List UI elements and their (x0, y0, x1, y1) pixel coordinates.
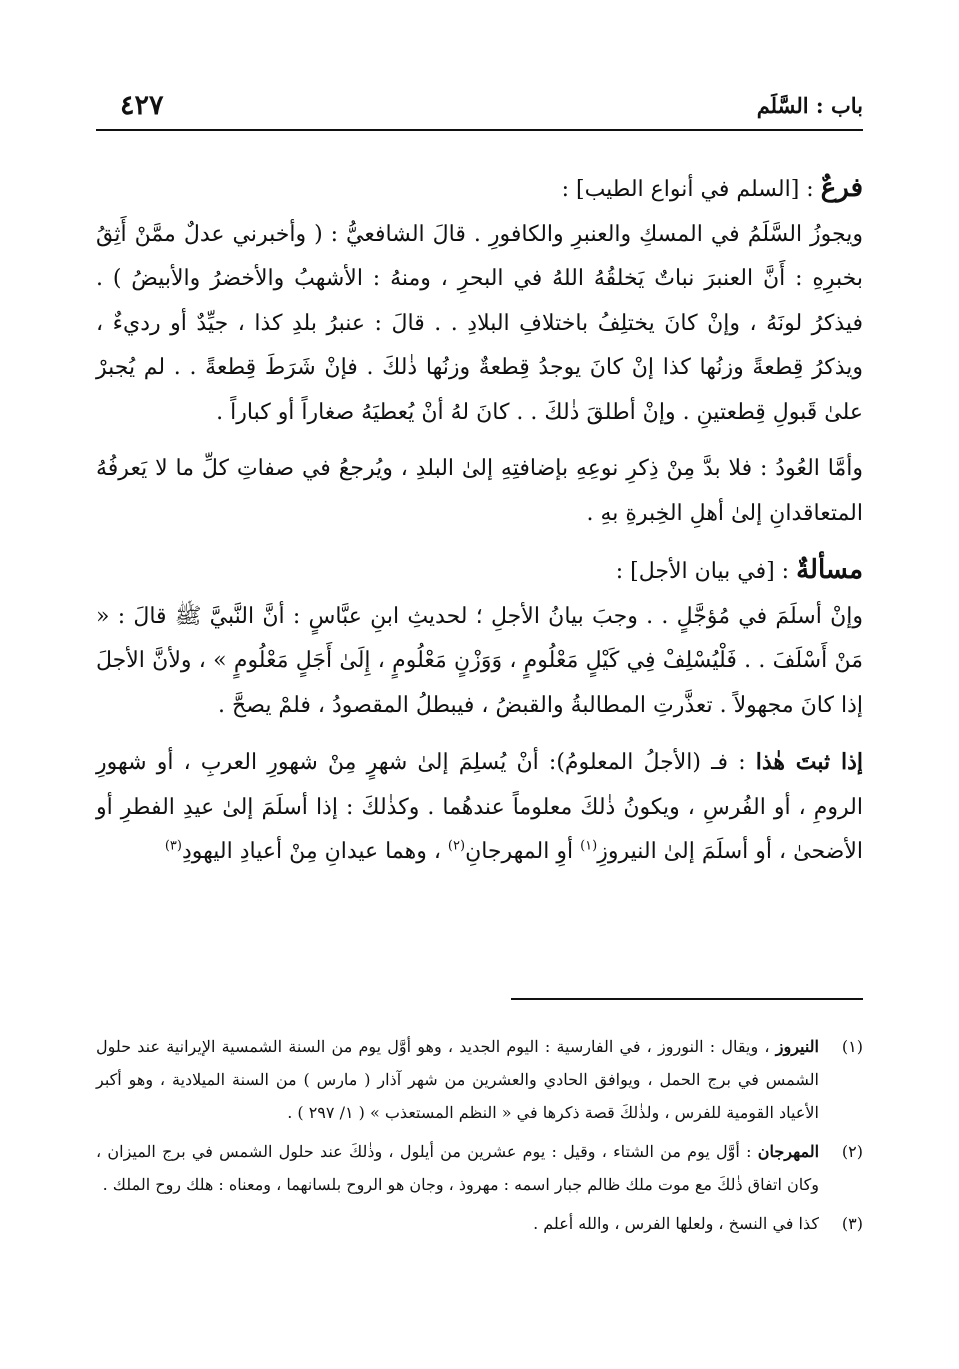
running-header-chapter: باب : السَّلَم (756, 93, 863, 118)
paragraph-lead: إذا ثبتَ هٰذا (755, 749, 863, 775)
paragraph-text-1: : فـ (الأجلُ المعلومُ): أنْ يُسلِمَ إلىٰ شهرٍ مِنْ شهورِ العربِ ، أو شهورِ الرومِ ، أو الفُرسِ ، ويكونُ ذٰلكَ معلوماً عندهُما . وكذٰلكَ : إذا أسلَمَ إلىٰ عيدِ الفطرِ أو الأضحىٰ ، أو أسلَمَ إلىٰ النيروزِ (96, 750, 863, 864)
section-title-2: : [في بيان الأجل] : (615, 559, 797, 584)
footnote-ref-1[interactable]: (١) (580, 838, 598, 854)
main-text (96, 166, 863, 875)
footnote-body: : أوَّل يوم من الشتاء ، وقيل : يوم عشرين من أيلول ، وذٰلكَ عند حلول الشمس في برج الميزان ، وكان اتفاق ذٰلكَ مع موت ملك ظالم جبار اسمه : مهروذ ، وجان هو الروح بلسانهما ، ومعناه : هلك روح الملك . (96, 1142, 819, 1194)
paragraph-oud: وأمَّا العُودُ : فلا بدَّ مِنْ ذِكرِ نوعِهِ بإضافتِهِ إلىٰ البلدِ ، ويُرجعُ في صفاتِ كلِّ ما لا يَعرفُهُ المتعاقدانِ إلىٰ أهلِ الخِبرةِ بهِ . (96, 456, 863, 526)
footnote-2 (96, 1135, 863, 1201)
footnote-text (96, 1135, 819, 1201)
footnote-3 (96, 1207, 863, 1240)
footnote-text (96, 1030, 819, 1129)
section-heading-1 (96, 166, 863, 213)
footnote-text (96, 1207, 819, 1240)
footnote-term: المهرجان (757, 1142, 820, 1161)
footnote-number: (٢) (841, 1142, 863, 1161)
footnotes (96, 1030, 863, 1246)
page-number: ٤٢٧ (120, 90, 164, 121)
header-divider (96, 129, 863, 131)
footnote-term: النيروز (775, 1037, 819, 1056)
paragraph-text-3: ، وهما عيدانِ مِنْ أعيادِ اليهودِ (181, 839, 448, 864)
footnote-number: (٣) (841, 1214, 863, 1233)
section-title-1: : [السلم في أنواع الطيب] : (561, 177, 821, 202)
footnote-body: كذا في النسخ ، ولعلها الفرس ، والله أعلم . (533, 1214, 819, 1233)
section-label-1: فرعٌ (820, 173, 863, 203)
footnote-ref-2[interactable]: (٢) (447, 838, 466, 854)
footnote-ref-3[interactable]: (٣) (164, 838, 182, 854)
section-label-2: مسألةٌ (796, 555, 863, 585)
spacer (96, 435, 863, 447)
section-heading-2 (96, 548, 863, 595)
spacer (96, 536, 863, 548)
paragraph-term-definition: وإنْ أسلَمَ في مُؤجَّلٍ . . وجبَ بيانُ الأجلِ ؛ لحديثِ ابنِ عبَّاسٍ : أنَّ النَّبيَّ ﷺ قالَ : « مَنْ أَسْلَفَ . . فَلْيُسْلِفْ فِي كَيْلٍ مَعْلُومٍ ، وَوَزْنٍ مَعْلُومٍ ، إِلَىٰ أَجَلٍ مَعْلُومٍ » ، ولأنَّ الأجلَ إذا كانَ مجهولاً . تعذَّرتِ المطالبةُ والقبضُ ، فيبطلُ المقصودُ ، فلمْ يصحَّ . (96, 603, 863, 718)
footnote-number: (١) (841, 1037, 863, 1056)
paragraph-known-term (96, 740, 863, 875)
paragraph-text-2: أوِ المهرجانِ (465, 839, 581, 864)
paragraph-musk-amber: ويجوزُ السَّلَمُ في المسكِ والعنبرِ والكافورِ . قالَ الشافعيُّ : ( وأخبرني عدلٌ ممَّنْ أَثِقُ بخبرِهِ : أَنَّ العنبرَ نباتٌ يَخلقُهُ اللهُ في البحرِ ، ومنهُ : الأشهبُ والأخضرُ والأبيضُ ) . فيذكرُ لونَهُ ، وإنْ كانَ يختلِفُ باختلافِ البلادِ . . قالَ : عنبرُ بلدِ كذا ، جيِّدٌ أو رديءٌ ، ويذكرُ قِطعةً وزنُها كذا إنْ كانَ يوجدُ قِطعةٌ وزنُها ذٰلكَ . فإنْ شَرَطَ قِطعةً . . لم يُجبرْ علىٰ قَبولِ قِطعتينِ . وإنْ أطلقَ ذٰلكَ . . كانَ لهُ أنْ يُعطيَهُ صغاراً أو كباراً . (96, 221, 863, 425)
spacer (96, 728, 863, 740)
footnote-body: ، ويقال : النوروز ، في الفارسية : اليوم الجديد ، وهو أوَّل يوم من السنة الشمسية الإيرانية عند حلول الشمس في برج الحمل ، ويوافق الحادي والعشرين من شهر آذار ( مارس ) من السنة الميلادية ، وهو أكبر الأعياد القومية للفرس ، ولذٰلكَ قصة ذكرها في « النظم المستعذب » ( ١/ ٢٩٧ ) . (96, 1037, 819, 1122)
footnote-divider (511, 998, 863, 1000)
footnote-1 (96, 1030, 863, 1129)
